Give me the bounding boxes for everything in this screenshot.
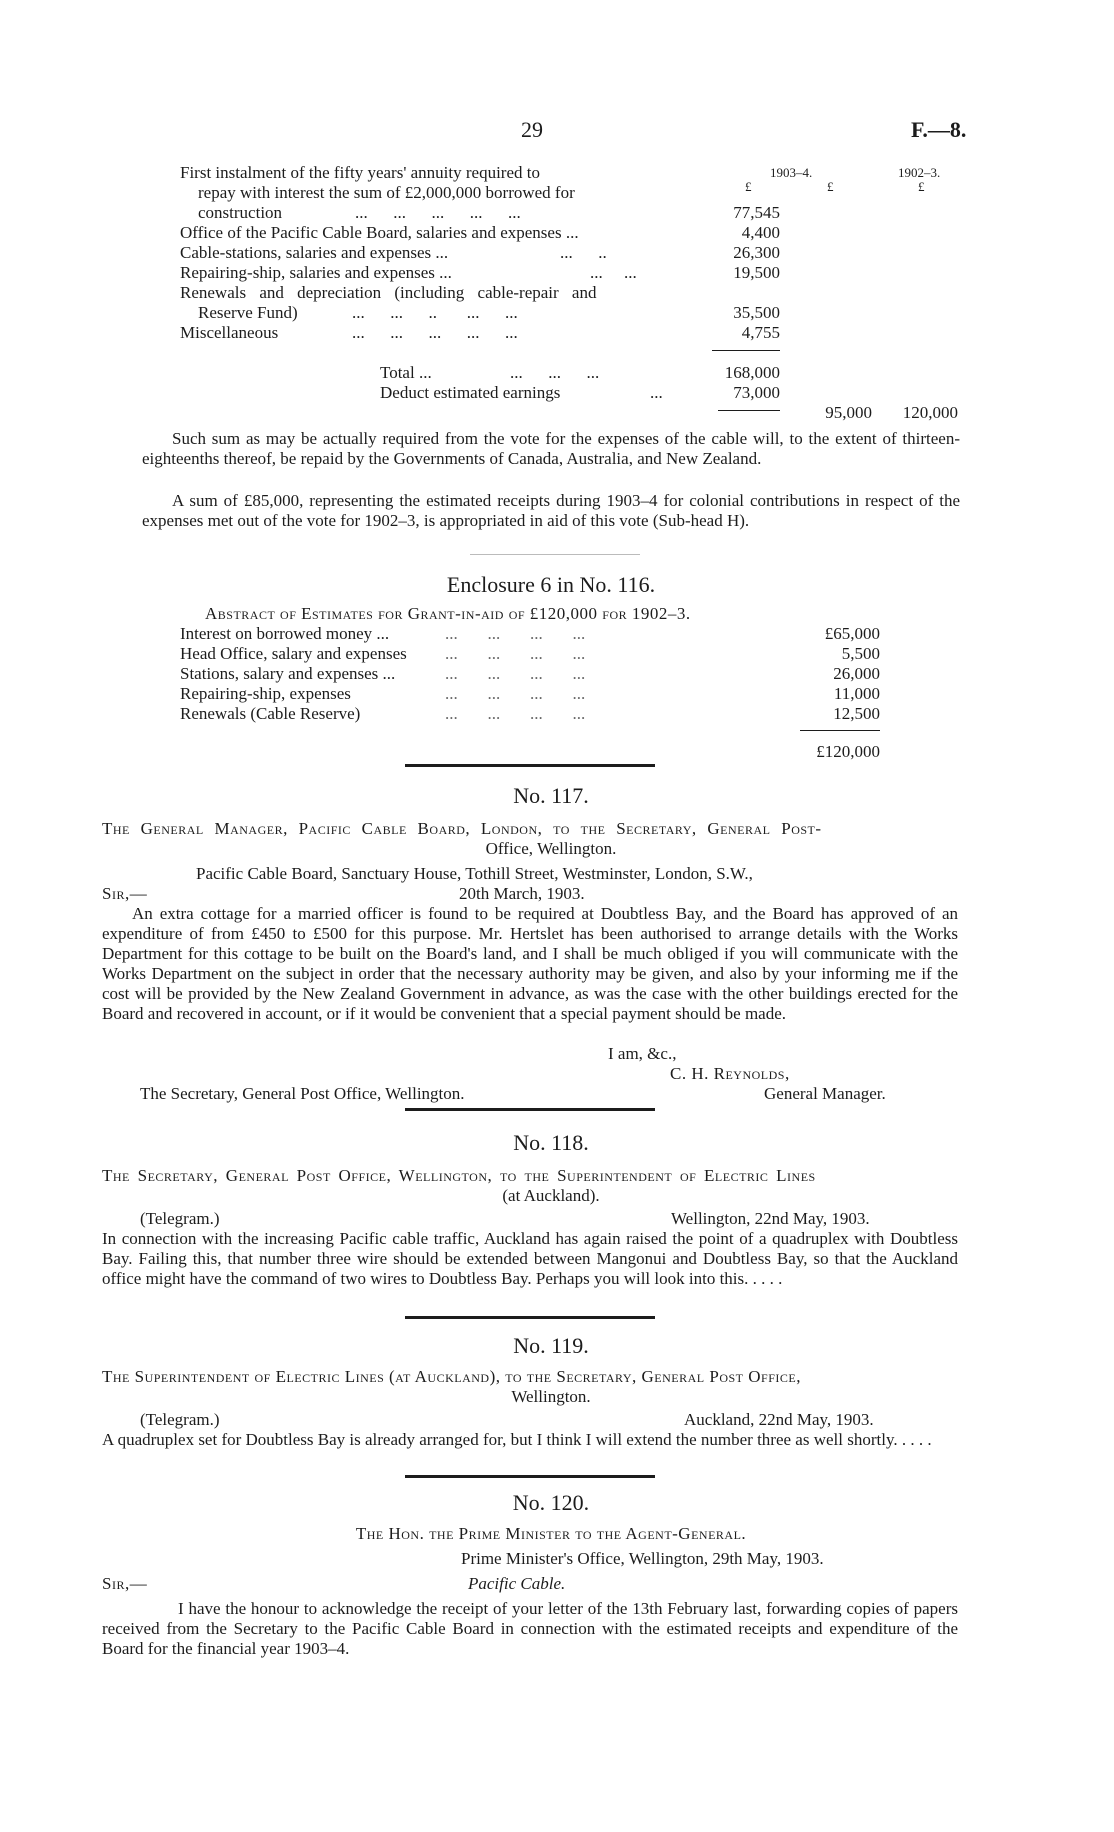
telegram-dateline: Wellington, 22nd May, 1903. (671, 1209, 870, 1228)
telegram-from-line: Wellington. (511, 1387, 591, 1406)
pound-symbol-1: £ (745, 179, 752, 194)
abstract-row-value: 26,000 (833, 664, 880, 683)
salutation: Sir,— (102, 1574, 148, 1593)
table-value: 35,500 (733, 303, 780, 322)
telegram-from-line: (at Auckland). (502, 1186, 600, 1205)
abstract-row-value: 5,500 (841, 644, 880, 663)
column-header-1903: 1903–4. (770, 165, 813, 180)
letter-from-line: The Hon. the Prime Minister to the Agent-General. (355, 1524, 747, 1543)
dot-leader: ... ... ... ... (445, 664, 586, 683)
section-heading: No. 119. (513, 1333, 589, 1358)
section-heading: No. 118. (513, 1130, 589, 1155)
dot-leader: ... ... ... (510, 363, 600, 382)
enclosure-subtitle: Abstract of Estimates for Grant-in-aid of £120,000 for 1902–3. (205, 604, 691, 623)
dot-leader: ... ... ... ... (445, 684, 586, 703)
abstract-row-label: Head Office, salary and expenses (180, 644, 407, 663)
abstract-row-label: Interest on borrowed money ... (180, 624, 390, 643)
table-row-label: Cable-stations, salaries and expenses ... (180, 243, 449, 262)
document-reference: F.—8. (911, 117, 967, 142)
letter-from-line: The General Manager, Pacific Cable Board, London, to the Secretary, General Post- (102, 819, 822, 838)
section-rule (405, 764, 655, 767)
abstract-row-label: Renewals (Cable Reserve) (180, 704, 361, 723)
table-row-label: Repairing-ship, salaries and expenses ... (180, 263, 452, 282)
dot-leader: ... ... (590, 263, 637, 282)
telegram-label: (Telegram.) (140, 1209, 220, 1228)
table-row-label: Reserve Fund) (198, 303, 298, 322)
paragraph: A sum of £85,000, representing the estimated receipts during 1903–4 for colonial contributions in respect of the expenses met out of the vote for 1902–3, is appropriated in aid of this vote (Sub-head H). (142, 491, 960, 530)
telegram-label: (Telegram.) (140, 1410, 220, 1429)
abstract-row-value: £65,000 (824, 624, 880, 643)
letter-date: 20th March, 1903. (459, 884, 585, 903)
deduct-label: Deduct estimated earnings (380, 383, 561, 402)
telegram-from-line: The Superintendent of Electric Lines (at Auckland), to the Secretary, General Post Office, (102, 1367, 801, 1386)
signatory-title: General Manager. (764, 1084, 886, 1103)
letter-closing: I am, &c., (608, 1044, 677, 1063)
letter-body: An extra cottage for a married officer is found to be required at Doubtless Bay, and the Board has approved of an expenditure of from £450 to £500 for this purpose. Mr. Hertslet has been authorised to arrange details with the Works Department for this cottage to be built on the Board's land, and I shall be much obliged if you will communicate with the Works Department on the subject in order that the necessary authority may be given, and also by your informing me if the cost will be provided by the New Zealand Government in advance, as was the case with the other buildings erected for the Board and recovered in account, or if it would be convenient that a special payment should be made. (102, 904, 958, 1023)
letter-from-line: Office, Wellington. (485, 839, 617, 858)
dot-leader: ... ... ... ... (445, 704, 586, 723)
deduct-value: 73,000 (733, 383, 780, 402)
addressee: The Secretary, General Post Office, Wellington. (140, 1084, 465, 1103)
previous-year-value: 120,000 (902, 403, 958, 422)
pound-symbol-3: £ (918, 179, 925, 194)
dot-leader: ... ... .. ... ... (352, 303, 518, 322)
table-row-label: Miscellaneous (180, 323, 279, 342)
table-row-label: Office of the Pacific Cable Board, salaries and expenses ... (180, 223, 579, 242)
dot-leader: ... ... ... ... (445, 644, 586, 663)
dot-leader: ... ... ... ... ... (355, 203, 521, 222)
page-number: 29 (521, 117, 543, 142)
abstract-row-value: 12,500 (833, 704, 880, 723)
total-label: Total ... (380, 363, 432, 382)
dot-leader: ... ... ... ... (445, 624, 586, 643)
sum-rule (712, 350, 780, 351)
section-rule (405, 1475, 655, 1478)
salutation: Sir,— (102, 884, 148, 903)
letter-address: Prime Minister's Office, Wellington, 29th May, 1903. (461, 1549, 824, 1568)
sum-rule (718, 410, 780, 411)
enclosure-heading: Enclosure 6 in No. 116. (446, 572, 656, 597)
section-rule (405, 1316, 655, 1319)
section-heading: No. 120. (512, 1490, 590, 1515)
telegram-body: A quadruplex set for Doubtless Bay is already arranged for, but I think I will extend the number three as well shortly. . . . . (102, 1430, 932, 1449)
section-rule (405, 1108, 655, 1111)
table-row-label: construction (198, 203, 283, 222)
net-value: 95,000 (825, 403, 872, 422)
dot-leader: ... (650, 383, 663, 402)
telegram-from-line: The Secretary, General Post Office, Wellington, to the Superintendent of Electric Lines (102, 1166, 816, 1185)
divider (470, 554, 640, 555)
pound-symbol-2: £ (827, 179, 834, 194)
abstract-row-label: Stations, salary and expenses ... (180, 664, 396, 683)
section-heading: No. 117. (513, 783, 589, 808)
table-row-label: repay with interest the sum of £2,000,000 borrowed for (198, 183, 575, 202)
table-value: 26,300 (733, 243, 780, 262)
total-value: 168,000 (724, 363, 780, 382)
paragraph: Such sum as may be actually required from the vote for the expenses of the cable will, to the extent of thirteen-eighteenths thereof, be repaid by the Governments of Canada, Australia, and New Zealand. (142, 429, 960, 468)
telegram-body: In connection with the increasing Pacific cable traffic, Auckland has again raised the point of a quadruplex with Doubtless Bay. Failing this, that number three wire should be extended between Mangonui and Doubtless Bay, so that the Auckland office might have the command of two wires to Doubtless Bay. Perhaps you will look into this. . . . . (102, 1229, 958, 1288)
table-value: 4,755 (741, 323, 780, 342)
letter-address: Pacific Cable Board, Sanctuary House, Tothill Street, Westminster, London, S.W., (196, 864, 753, 883)
letter-subject: Pacific Cable. (468, 1574, 566, 1593)
table-row-label: Renewals and depreciation (including cable-repair and (180, 283, 597, 302)
abstract-row-label: Repairing-ship, expenses (180, 684, 351, 703)
table-value: 77,545 (733, 203, 780, 222)
abstract-row-value: 11,000 (833, 684, 880, 703)
sum-rule (800, 730, 880, 731)
telegram-dateline: Auckland, 22nd May, 1903. (684, 1410, 874, 1429)
table-value: 4,400 (741, 223, 780, 242)
abstract-total: £120,000 (816, 742, 880, 761)
dot-leader: ... .. (560, 243, 607, 262)
column-header-1902: 1902–3. (898, 165, 941, 180)
dot-leader: ... ... ... ... ... (352, 323, 518, 342)
table-row-label: First instalment of the fifty years' annuity required to (180, 163, 540, 182)
letter-body: I have the honour to acknowledge the receipt of your letter of the 13th February last, forwarding copies of papers received from the Secretary to the Pacific Cable Board in connection with the estimated receipts and expenditure of the Board for the financial year 1903–4. (102, 1599, 958, 1658)
table-value: 19,500 (733, 263, 780, 282)
signature: C. H. Reynolds, (670, 1064, 790, 1083)
